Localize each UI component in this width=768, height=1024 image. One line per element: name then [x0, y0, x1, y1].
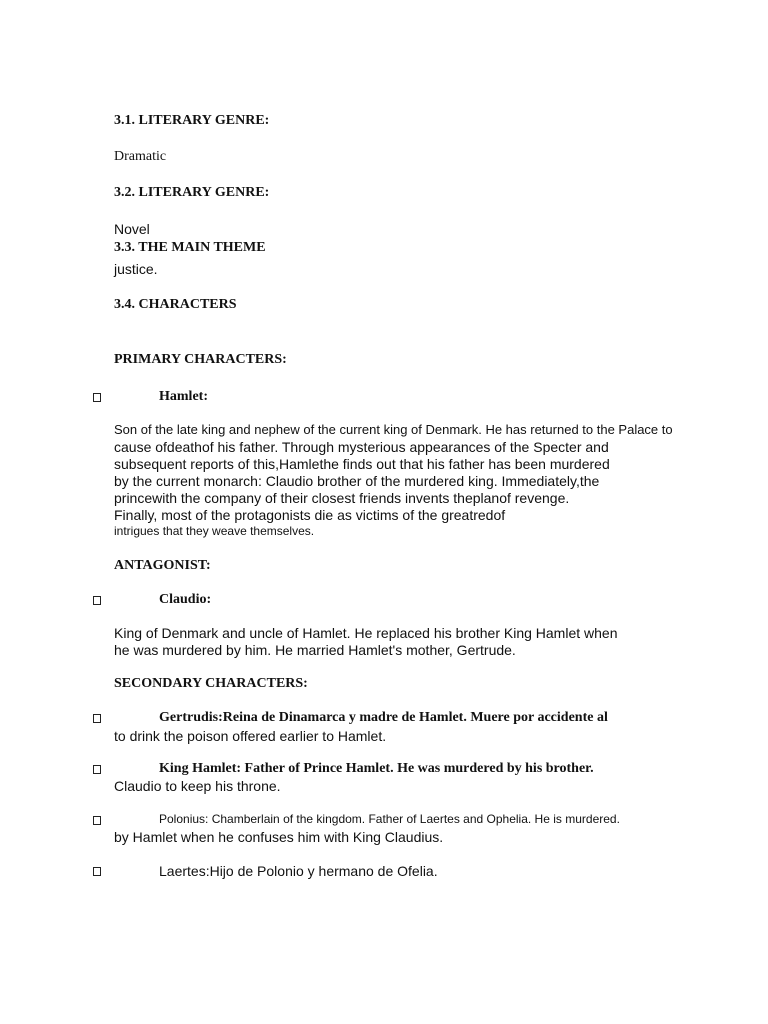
description-line: subsequent reports of this,Hamlethe finds out that his father has been murdered: [114, 456, 610, 472]
character-entry-gertrudis: Gertrudis:Reina de Dinamarca y madre de Hamlet. Muere por accidente al: [159, 710, 608, 725]
description-line: Son of the late king and nephew of the current king of Denmark. He has returned to the Palace to: [114, 422, 673, 437]
section-3-3-heading: 3.3. THE MAIN THEME: [114, 240, 266, 255]
description-line: King of Denmark and uncle of Hamlet. He replaced his brother King Hamlet when: [114, 625, 618, 641]
character-entry-continuation: Claudio to keep his throne.: [114, 778, 281, 794]
description-line: Finally, most of the protagonists die as victims of the greatredof: [114, 507, 506, 523]
section-3-2-value: Novel: [114, 221, 150, 237]
character-entry-laertes: Laertes:Hijo de Polonio y hermano de Ofelia.: [159, 863, 438, 879]
antagonist-heading: ANTAGONIST:: [114, 558, 211, 573]
section-3-4-heading: 3.4. CHARACTERS: [114, 297, 237, 312]
bullet-glyph: [93, 714, 101, 723]
bullet-glyph: [93, 393, 101, 402]
description-line: by the current monarch: Claudio brother of the murdered king. Immediately,the: [114, 473, 600, 489]
character-entry-continuation: by Hamlet when he confuses him with King Claudius.: [114, 829, 444, 845]
description-line: cause ofdeathof his father. Through mysterious appearances of the Specter and: [114, 439, 609, 455]
section-3-1-heading: 3.1. LITERARY GENRE:: [114, 113, 270, 128]
character-name-hamlet: Hamlet:: [159, 389, 208, 404]
section-3-2-heading: 3.2. LITERARY GENRE:: [114, 185, 270, 200]
character-entry-continuation: to drink the poison offered earlier to Hamlet.: [114, 728, 387, 744]
secondary-characters-heading: SECONDARY CHARACTERS:: [114, 676, 308, 691]
description-line: princewith the company of their closest friends invents theplanof revenge.: [114, 490, 570, 506]
bullet-glyph: [93, 596, 101, 605]
description-line: he was murdered by him. He married Hamlet's mother, Gertrude.: [114, 642, 516, 658]
bullet-glyph: [93, 765, 101, 774]
character-name-claudio: Claudio:: [159, 592, 212, 607]
section-3-1-value: Dramatic: [114, 149, 167, 164]
section-3-3-value: justice.: [114, 261, 158, 277]
description-line: intrigues that they weave themselves.: [114, 524, 315, 538]
bullet-glyph: [93, 816, 101, 825]
character-entry-polonius: Polonius: Chamberlain of the kingdom. Father of Laertes and Ophelia. He is murdered.: [159, 812, 620, 826]
primary-characters-heading: PRIMARY CHARACTERS:: [114, 352, 287, 367]
character-entry-king-hamlet: King Hamlet: Father of Prince Hamlet. He was murdered by his brother.: [159, 761, 594, 776]
bullet-glyph: [93, 867, 101, 876]
